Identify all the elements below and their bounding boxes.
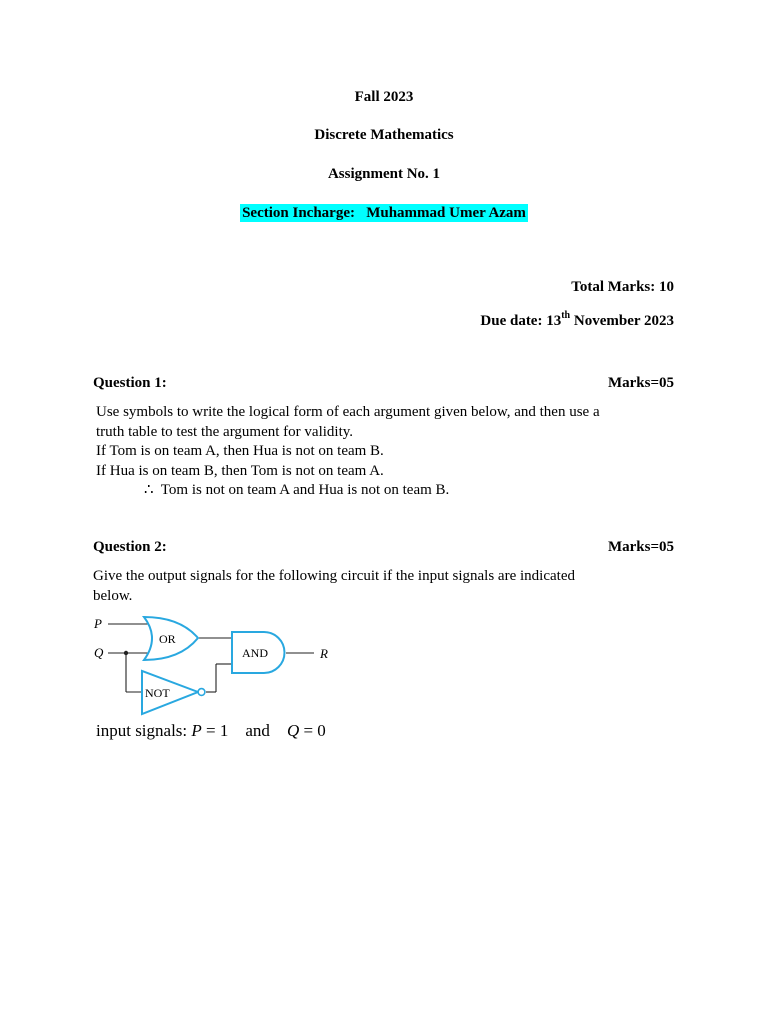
junction-dot: [124, 651, 128, 655]
q1-premise-1: If Tom is on team A, then Hua is not on team B.: [96, 443, 384, 459]
question-2-text: [93, 567, 575, 606]
question-2-marks: Marks=05: [607, 539, 674, 555]
p-var: P: [191, 721, 202, 740]
or-gate-label: OR: [159, 632, 176, 646]
due-sup: th: [561, 310, 571, 321]
q1-conclusion: [96, 481, 600, 501]
semester-title: Fall 2023: [354, 89, 414, 105]
due-prefix: Due date: 13: [480, 313, 562, 329]
not-gate-bubble: [198, 689, 205, 696]
q-var: Q: [286, 721, 300, 740]
question-1-marks: Marks=05: [607, 375, 674, 391]
q1-premise-2: If Hua is on team B, then Tom is not on team A.: [96, 462, 384, 479]
output-r-label: R: [320, 646, 328, 661]
q1-line-1: Use symbols to write the logical form of each argument given below, and then use a: [96, 404, 600, 420]
q1-line-2: truth table to test the argument for validity.: [96, 423, 354, 440]
question-1-text: [96, 403, 600, 501]
course-title: Discrete Mathematics: [314, 127, 454, 143]
p-eq: = 1: [201, 721, 229, 740]
question-1-label: Question 1:: [93, 375, 167, 391]
input-q-label: Q: [94, 645, 104, 660]
question-2-label: Question 2:: [93, 539, 167, 555]
inputs-prefix: input signals:: [96, 721, 192, 740]
and-word: and: [245, 721, 270, 740]
input-signals-line: [96, 721, 326, 741]
total-marks: Total Marks: 10: [571, 279, 674, 295]
logic-circuit-diagram: [88, 612, 348, 722]
therefore-symbol: ∴: [144, 482, 154, 498]
section-name: Muhammad Umer Azam: [366, 205, 526, 221]
section-label: Section Incharge:: [242, 205, 355, 221]
q1-conclusion-text: Tom is not on team A and Hua is not on team B.: [160, 482, 450, 498]
q-eq: = 0: [299, 721, 326, 740]
input-p-label: P: [94, 616, 102, 631]
q2-line-2: below.: [93, 587, 133, 604]
q2-line-1: Give the output signals for the following circuit if the input signals are indicated: [93, 568, 575, 584]
and-gate-label: AND: [242, 646, 268, 660]
due-date: [480, 310, 674, 330]
due-suffix: November 2023: [570, 313, 674, 329]
not-gate-label: NOT: [145, 686, 170, 700]
section-incharge-highlight: [240, 204, 528, 222]
assignment-title: Assignment No. 1: [327, 166, 441, 182]
section-incharge: [0, 205, 768, 222]
